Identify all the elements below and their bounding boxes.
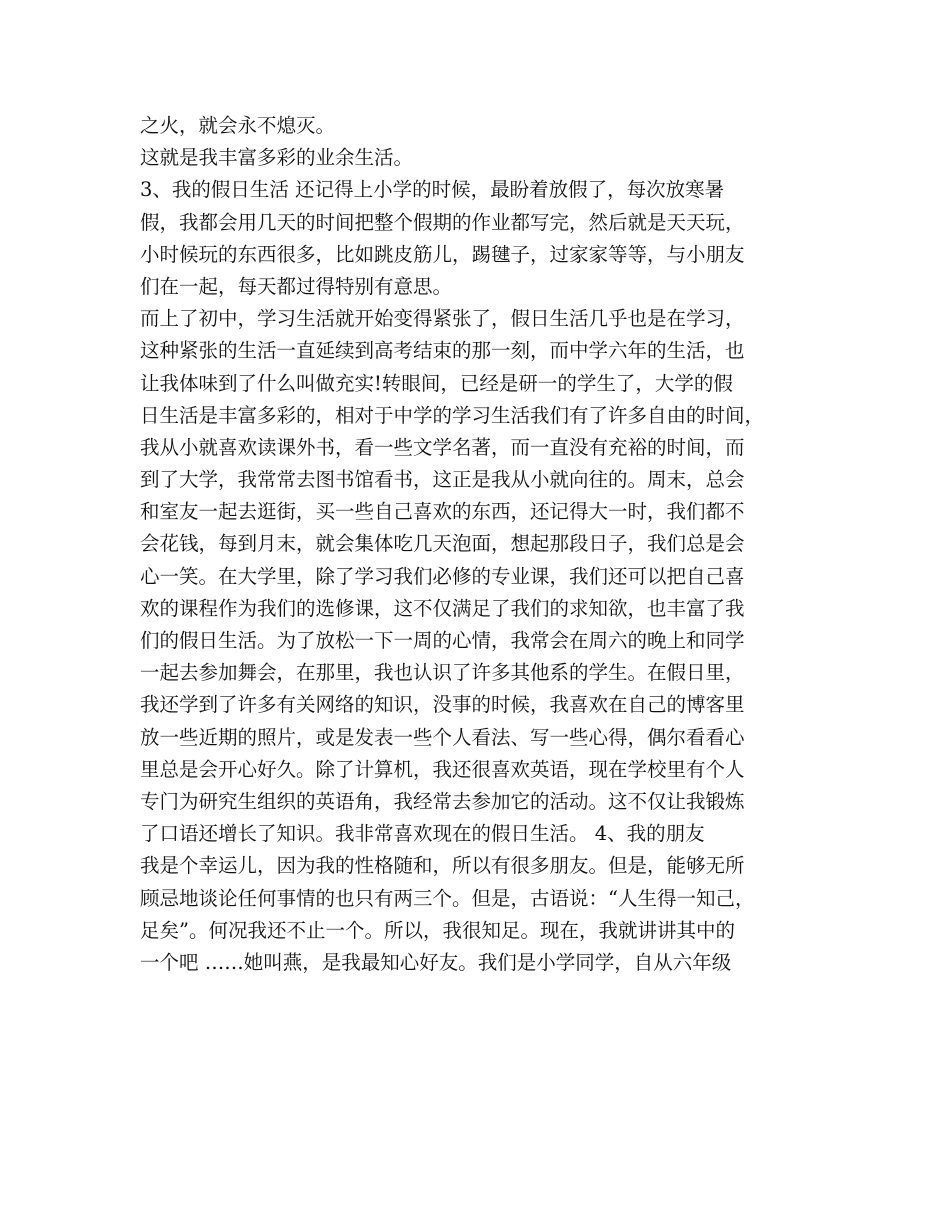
text-line: 了口语还增长了知识。我非常喜欢现在的假日生活。 4、我的朋友 — [140, 822, 705, 846]
text-line: 小时候玩的东西很多，比如跳皮筋儿，踢毽子，过家家等等，与小朋友 — [140, 242, 745, 266]
text-line: 欢的课程作为我们的选修课，这不仅满足了我们的求知欲，也丰富了我 — [140, 596, 745, 620]
text-line: 之火，就会永不熄灭。 — [140, 114, 336, 137]
text-line: 我从小就喜欢读课外书，看一些文学名著，而一直没有充裕的时间，而 — [140, 435, 745, 459]
text-line: 里总是会开心好久。除了计算机，我还很喜欢英语，现在学校里有个人 — [140, 757, 745, 781]
text-line: 我还学到了许多有关网络的知识，没事的时候，我喜欢在自己的博客里 — [140, 693, 745, 717]
text-line: 一起去参加舞会，在那里，我也认识了许多其他系的学生。在假日里， — [140, 661, 745, 685]
text-line: 们在一起，每天都过得特别有意思。 — [140, 274, 453, 298]
text-line: 假，我都会用几天的时间把整个假期的作业都写完，然后就是天天玩， — [140, 210, 745, 234]
text-line: 这种紧张的生活一直延续到高考结束的那一刻，而中学六年的生活，也 — [140, 339, 745, 363]
text-line: 一个吧 ……她叫燕，是我最知心好友。我们是小学同学，自从六年级 — [140, 950, 732, 974]
text-line: 而上了初中，学习生活就开始变得紧张了，假日生活几乎也是在学习， — [140, 307, 745, 331]
body-text — [140, 110, 830, 979]
text-line: 顾忌地谈论任何事情的也只有两三个。但是，古语说：“人生得一知己， — [140, 886, 755, 910]
text-line: 足矣”。何况我还不止一个。所以，我很知足。现在，我就讲讲其中的 — [140, 918, 735, 942]
text-line: 我是个幸运儿，因为我的性格随和，所以有很多朋友。但是，能够无所 — [140, 854, 745, 878]
text-line: 专门为研究生组织的英语角，我经常去参加它的活动。这不仅让我锻炼 — [140, 789, 745, 813]
text-line: 日生活是丰富多彩的，相对于中学的学习生活我们有了许多自由的时间， — [140, 403, 765, 427]
text-line: 们的假日生活。为了放松一下一周的心情，我常会在周六的晚上和同学 — [140, 629, 745, 652]
text-line: 心一笑。在大学里，除了学习我们必修的专业课，我们还可以把自己喜 — [140, 564, 745, 588]
text-line: 会花钱，每到月末，就会集体吃几天泡面，想起那段日子，我们总是会 — [140, 532, 745, 556]
text-line: 和室友一起去逛街，买一些自己喜欢的东西，还记得大一时，我们都不 — [140, 500, 745, 524]
text-line: 让我体味到了什么叫做充实!转眼间，已经是研一的学生了，大学的假 — [140, 371, 733, 395]
text-line: 这就是我丰富多彩的业余生活。 — [140, 146, 414, 170]
text-line: 到了大学，我常常去图书馆看书，这正是我从小就向往的。周末，总会 — [140, 468, 745, 492]
text-line: 放一些近期的照片，或是发表一些个人看法、写一些心得，偶尔看看心 — [140, 725, 745, 749]
text-line: 3、我的假日生活 还记得上小学的时候，最盼着放假了，每次放寒暑 — [140, 178, 725, 202]
